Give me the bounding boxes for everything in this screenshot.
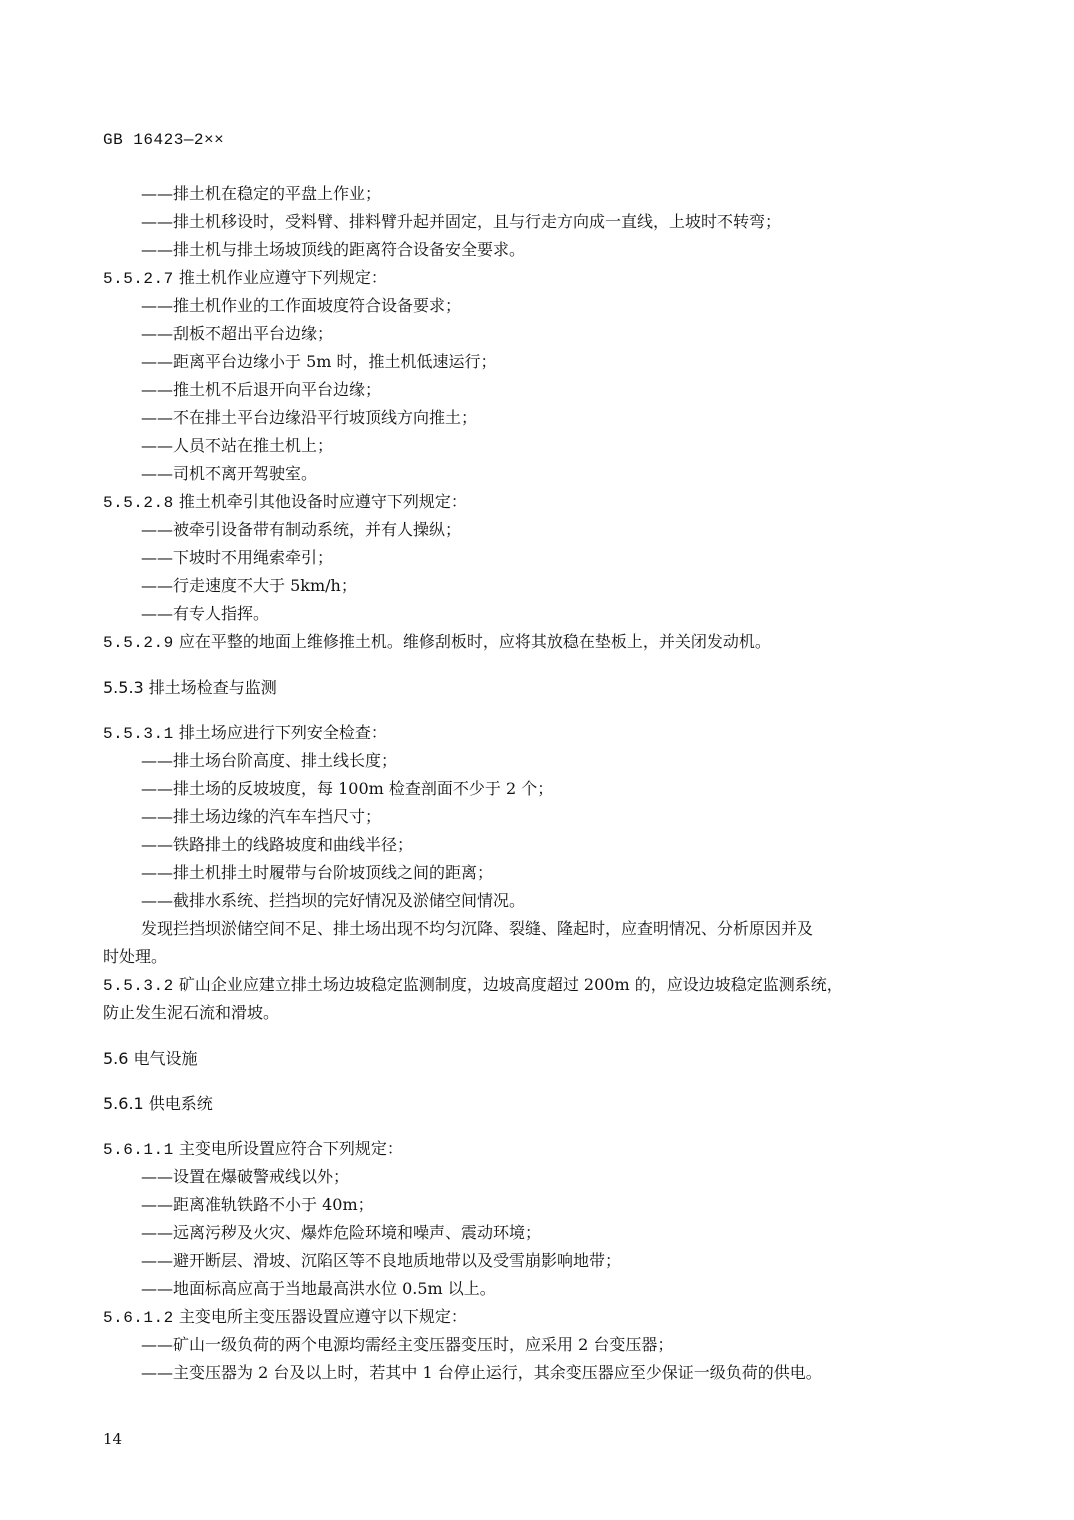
clause-line [103, 971, 843, 999]
list-item: ——行走速度不大于 5km/h； [141, 576, 357, 595]
list-item: ——推土机作业的工作面坡度符合设备要求； [141, 296, 462, 315]
list-item: ——被牵引设备带有制动系统，并有人操纵； [141, 520, 462, 539]
clause-number: 5.6.1.2 [103, 1309, 174, 1327]
list-item: ——下坡时不用绳索牵引； [141, 548, 334, 567]
list-item: ——地面标高应高于当地最高洪水位 0.5m 以上。 [141, 1279, 496, 1298]
clause-line [103, 488, 467, 516]
list-item: ——人员不站在推土机上； [141, 436, 334, 455]
clause-number: 5.5.3.1 [103, 725, 174, 743]
clause-line [103, 628, 771, 656]
list-item: ——不在排土平台边缘沿平行坡顶线方向推土； [141, 408, 478, 427]
clause-line [103, 1303, 467, 1331]
section-heading: 5.5.3 排土场检查与监测 [103, 678, 277, 697]
clause-line [103, 264, 387, 292]
list-item: ——排土机在稳定的平盘上作业； [141, 184, 382, 203]
list-item: ——远离污秽及火灾、爆炸危险环境和噪声、震动环境； [141, 1223, 542, 1242]
list-item: ——主变压器为 2 台及以上时，若其中 1 台停止运行，其余变压器应至少保证一级负荷的供电。 [141, 1363, 822, 1382]
list-item: ——司机不离开驾驶室。 [141, 464, 318, 483]
list-item: ——排土场台阶高度、排土线长度； [141, 751, 398, 770]
list-item: ——设置在爆破警戒线以外； [141, 1167, 350, 1186]
list-item: ——有专人指挥。 [141, 604, 270, 623]
section-heading: 5.6 电气设施 [103, 1049, 198, 1068]
list-item: ——截排水系统、拦挡坝的完好情况及淤储空间情况。 [141, 891, 526, 910]
list-item: ——刮板不超出平台边缘； [141, 324, 334, 343]
list-item: ——矿山一级负荷的两个电源均需经主变压器变压时，应采用 2 台变压器； [141, 1335, 674, 1354]
clause-text: 排土场应进行下列安全检查： [178, 723, 387, 742]
paragraph-continuation: 时处理。 [103, 947, 168, 966]
clause-line [103, 1135, 403, 1163]
clause-number: 5.5.2.7 [103, 270, 174, 288]
list-item: ——距离准轨铁路不小于 40m； [141, 1195, 374, 1214]
list-item: ——排土机移设时，受料臂、排料臂升起并固定，且与行走方向成一直线，上坡时不转弯； [141, 212, 782, 231]
list-item: ——推土机不后退开向平台边缘； [141, 380, 382, 399]
clause-number: 5.5.3.2 [103, 977, 174, 995]
clause-text: 推土机作业应遵守下列规定： [178, 268, 387, 287]
clause-line [103, 719, 387, 747]
list-item: ——排土场的反坡坡度，每 100m 检查剖面不少于 2 个； [141, 779, 554, 798]
clause-number: 5.6.1.1 [103, 1141, 174, 1159]
list-item: ——铁路排土的线路坡度和曲线半径； [141, 835, 414, 854]
clause-number: 5.5.2.8 [103, 494, 174, 512]
clause-text: 推土机牵引其他设备时应遵守下列规定： [178, 492, 467, 511]
paragraph-continuation: 防止发生泥石流和滑坡。 [103, 1003, 280, 1022]
page-number: 14 [103, 1430, 123, 1448]
clause-text: 矿山企业应建立排土场边坡稳定监测制度，边坡高度超过 200m 的，应设边坡稳定监测系统， [178, 975, 843, 994]
list-item: ——避开断层、滑坡、沉陷区等不良地质地带以及受雪崩影响地带； [141, 1251, 622, 1270]
list-item: ——排土机与排土场坡顶线的距离符合设备安全要求。 [141, 240, 526, 259]
document-code: GB 16423—2×× [103, 131, 225, 149]
clause-text: 主变电所设置应符合下列规定： [178, 1139, 403, 1158]
clause-text: 应在平整的地面上维修推土机。维修刮板时，应将其放稳在垫板上，并关闭发动机。 [178, 632, 771, 651]
list-item: ——距离平台边缘小于 5m 时，推土机低速运行； [141, 352, 497, 371]
list-item: ——排土场边缘的汽车车挡尺寸； [141, 807, 382, 826]
paragraph-line: 发现拦挡坝淤储空间不足、排土场出现不均匀沉降、裂缝、隆起时，应查明情况、分析原因并及 [141, 919, 814, 938]
clause-number: 5.5.2.9 [103, 634, 174, 652]
list-item: ——排土机排土时履带与台阶坡顶线之间的距离； [141, 863, 494, 882]
clause-text: 主变电所主变压器设置应遵守以下规定： [178, 1307, 467, 1326]
section-heading: 5.6.1 供电系统 [103, 1094, 213, 1113]
